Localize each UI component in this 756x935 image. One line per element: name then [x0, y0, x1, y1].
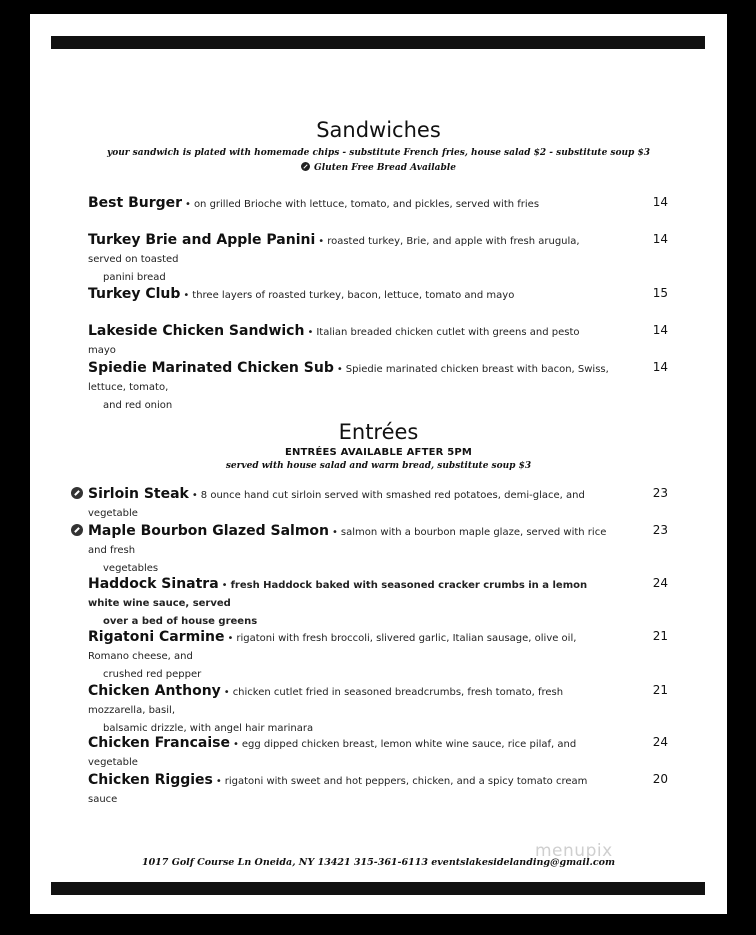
item-price: 14 — [652, 232, 668, 246]
gluten-free-note — [30, 162, 727, 173]
item-price: 24 — [652, 735, 668, 749]
item-name: Maple Bourbon Glazed Salmon — [88, 523, 329, 539]
item-price: 14 — [652, 360, 668, 374]
item-price: 14 — [652, 323, 668, 337]
item-name: Chicken Riggies — [88, 772, 213, 788]
item-description: on grilled Brioche with lettuce, tomato, and pickles, served with fries — [193, 199, 540, 210]
item-description: 8 ounce hand cut sirloin served with smashed red potatoes, demi-glace, and vegetable — [88, 490, 585, 519]
item-description-cont: over a bed of house greens — [103, 616, 258, 627]
item-description: egg dipped chicken breast, lemon white wine sauce, rice pilaf, and vegetable — [88, 739, 577, 768]
menu-page — [30, 14, 727, 914]
item-description: roasted turkey, Brie, and apple with fresh arugula, served on toasted — [88, 236, 580, 265]
menu-item: Turkey Brie and Apple Panini • roasted turkey, Brie, and apple with fresh arugula, served on toasted panini bread — [88, 231, 610, 287]
item-description: rigatoni with sweet and hot peppers, chicken, and a spicy tomato cream sauce — [88, 776, 588, 805]
item-description-cont: vegetables — [103, 563, 159, 574]
top-divider — [51, 36, 705, 49]
entrees-note: served with house salad and warm bread, substitute soup $3 — [225, 461, 532, 471]
item-description-cont: and red onion — [103, 400, 173, 411]
menu-item: Best Burger • on grilled Brioche with lettuce, tomato, and pickles, served with fries — [88, 195, 540, 211]
item-description-cont: balsamic drizzle, with angel hair marinara — [103, 723, 314, 734]
item-description: Spiedie marinated chicken breast with bacon, Swiss, lettuce, tomato, — [88, 364, 609, 393]
menupix-watermark: menupix — [535, 841, 613, 861]
menu-item: Chicken Francaise • egg dipped chicken breast, lemon white wine sauce, rice pilaf, and vegetable — [88, 735, 577, 768]
item-description: Italian breaded chicken cutlet with greens and pesto mayo — [88, 327, 580, 356]
bottom-divider — [51, 882, 705, 895]
footer-contact: 1017 Golf Course Ln Oneida, NY 13421 315-361-6113 eventslakesidelanding@gmail.com — [141, 857, 616, 868]
menu-item: Haddock Sinatra • fresh Haddock baked with seasoned cracker crumbs in a lemon white wine sauce, served over a bed of house greens — [88, 575, 610, 631]
item-name: Sirloin Steak — [88, 486, 189, 502]
menu-item: Turkey Club • three layers of roasted turkey, bacon, lettuce, tomato and mayo — [88, 286, 515, 302]
item-price: 23 — [652, 486, 668, 500]
item-name: Turkey Club — [88, 286, 181, 302]
item-name: Haddock Sinatra — [88, 576, 219, 592]
item-price: 14 — [652, 195, 668, 209]
item-name: Best Burger — [88, 195, 183, 211]
gluten-free-icon — [71, 524, 83, 536]
menu-item: Maple Bourbon Glazed Salmon • salmon with a bourbon maple glaze, served with rice and fresh vegetables — [88, 522, 610, 578]
item-price: 21 — [652, 629, 668, 643]
menu-item: Rigatoni Carmine • rigatoni with fresh broccoli, slivered garlic, Italian sausage, olive oil, Romano cheese, and crushed red pepper — [88, 628, 610, 684]
item-price: 20 — [652, 772, 668, 786]
item-description: chicken cutlet fried in seasoned breadcrumbs, fresh tomato, fresh mozzarella, basil, — [88, 687, 564, 716]
menu-item: Sirloin Steak • 8 ounce hand cut sirloin served with smashed red potatoes, demi-glace, and vegetable — [88, 486, 585, 519]
item-price: 23 — [652, 523, 668, 537]
gluten-free-icon — [301, 162, 310, 171]
item-description: fresh Haddock baked with seasoned cracker crumbs in a lemon white wine sauce, served — [88, 580, 588, 609]
item-price: 24 — [652, 576, 668, 590]
item-description: salmon with a bourbon maple glaze, served with rice and fresh — [88, 527, 607, 556]
item-name: Rigatoni Carmine — [88, 629, 225, 645]
gluten-free-icon — [71, 487, 83, 499]
entrees-availability: ENTRÉES AVAILABLE AFTER 5PM — [284, 447, 473, 458]
item-description: rigatoni with fresh broccoli, slivered garlic, Italian sausage, olive oil, Romano cheese, and — [88, 633, 577, 662]
item-name: Spiedie Marinated Chicken Sub — [88, 360, 334, 376]
item-price: 15 — [652, 286, 668, 300]
menu-item: Spiedie Marinated Chicken Sub • Spiedie marinated chicken breast with bacon, Swiss, lettuce, tomato, and red onion — [88, 359, 610, 415]
entrees-heading: Entrées — [338, 420, 419, 444]
item-name: Chicken Francaise — [88, 735, 230, 751]
menu-item: Lakeside Chicken Sandwich • Italian breaded chicken cutlet with greens and pesto mayo — [88, 323, 580, 356]
item-description-cont: panini bread — [103, 272, 166, 283]
item-price: 21 — [652, 683, 668, 697]
item-description-cont: crushed red pepper — [103, 669, 202, 680]
menu-item: Chicken Anthony • chicken cutlet fried in seasoned breadcrumbs, fresh tomato, fresh mozzarella, basil, balsamic drizzle, with angel hair marinara — [88, 682, 610, 738]
sandwiches-heading: Sandwiches — [316, 118, 441, 142]
menu-item: Chicken Riggies • rigatoni with sweet and hot peppers, chicken, and a spicy tomato cream sauce — [88, 772, 588, 805]
sandwiches-note: your sandwich is plated with homemade chips - substitute French fries, house salad $2 - substitute soup $3 — [107, 148, 650, 158]
item-name: Lakeside Chicken Sandwich — [88, 323, 305, 339]
item-name: Turkey Brie and Apple Panini — [88, 232, 316, 248]
gluten-free-label: Gluten Free Bread Available — [314, 163, 456, 173]
item-description: three layers of roasted turkey, bacon, lettuce, tomato and mayo — [192, 290, 515, 301]
item-name: Chicken Anthony — [88, 683, 221, 699]
